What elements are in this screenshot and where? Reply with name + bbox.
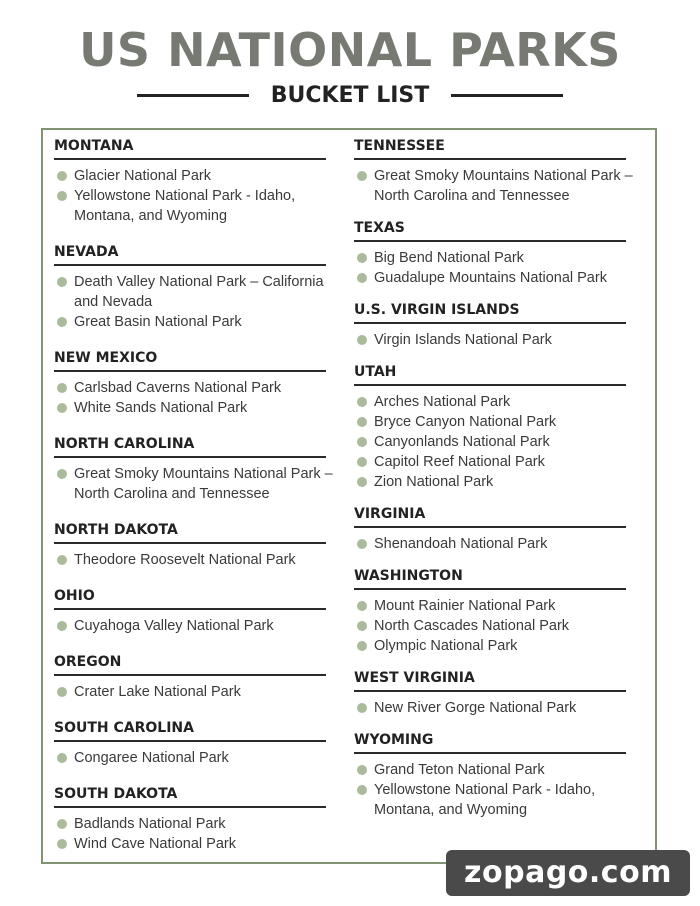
park-list-item — [54, 166, 344, 186]
park-list-item — [354, 636, 650, 656]
park-name: Great Basin National Park — [74, 314, 242, 330]
bullet-dot-icon — [357, 641, 367, 651]
state-heading: WEST VIRGINIA — [354, 670, 626, 692]
park-name: Carlsbad Caverns National Park — [74, 380, 282, 396]
subtitle-rule-left — [137, 94, 249, 97]
bullet-dot-icon — [57, 753, 67, 763]
bullet-dot-icon — [57, 839, 67, 849]
bullet-dot-icon — [357, 601, 367, 611]
state-heading: VIRGINIA — [354, 506, 626, 528]
state-section — [54, 436, 344, 504]
state-heading: NEW MEXICO — [54, 350, 326, 372]
bullet-dot-icon — [357, 273, 367, 283]
park-list-item — [354, 268, 650, 288]
park-name: Guadalupe Mountains National Park — [374, 270, 607, 286]
state-heading: WASHINGTON — [354, 568, 626, 590]
park-list-item — [54, 272, 344, 312]
park-name: Big Bend National Park — [374, 250, 524, 266]
state-section — [354, 568, 650, 656]
bullet-dot-icon — [357, 621, 367, 631]
park-name: Glacier National Park — [74, 168, 211, 184]
bullet-dot-icon — [57, 687, 67, 697]
bullet-dot-icon — [357, 417, 367, 427]
park-list-item — [54, 398, 344, 418]
state-heading: OREGON — [54, 654, 326, 676]
bullet-dot-icon — [357, 457, 367, 467]
state-heading: NORTH DAKOTA — [54, 522, 326, 544]
bullet-dot-icon — [357, 171, 367, 181]
park-list-item — [354, 760, 650, 780]
left-column — [54, 138, 344, 872]
state-section — [54, 244, 344, 332]
park-list-item — [354, 452, 650, 472]
bullet-dot-icon — [57, 383, 67, 393]
park-list-item — [54, 748, 344, 768]
park-list-item — [354, 616, 650, 636]
park-name: Capitol Reef National Park — [374, 454, 545, 470]
park-list-item — [354, 248, 650, 268]
park-name: Olympic National Park — [374, 638, 518, 654]
park-list-item — [54, 378, 344, 398]
park-name: Yellowstone National Park - Idaho, Montana, and Wyoming — [74, 188, 296, 224]
bullet-dot-icon — [357, 253, 367, 263]
state-heading: NEVADA — [54, 244, 326, 266]
park-name: Crater Lake National Park — [74, 684, 241, 700]
state-heading: U.S. VIRGIN ISLANDS — [354, 302, 626, 324]
state-heading: SOUTH CAROLINA — [54, 720, 326, 742]
park-list-item — [54, 682, 344, 702]
state-heading: WYOMING — [354, 732, 626, 754]
state-section — [54, 720, 344, 768]
park-list-item — [54, 312, 344, 332]
park-list-item — [354, 698, 650, 718]
right-column — [354, 138, 650, 834]
park-name: White Sands National Park — [74, 400, 248, 416]
bullet-dot-icon — [357, 765, 367, 775]
park-name: Great Smoky Mountains National Park – North Carolina and Tennessee — [374, 168, 633, 204]
bullet-dot-icon — [57, 317, 67, 327]
park-name: Great Smoky Mountains National Park – North Carolina and Tennessee — [74, 466, 333, 502]
state-section — [54, 522, 344, 570]
park-name: Congaree National Park — [74, 750, 229, 766]
watermark: zopago.com — [446, 850, 690, 896]
park-list-item — [354, 166, 650, 206]
park-name: Canyonlands National Park — [374, 434, 550, 450]
bullet-dot-icon — [357, 703, 367, 713]
park-name: Zion National Park — [374, 474, 494, 490]
bullet-dot-icon — [57, 819, 67, 829]
park-name: North Cascades National Park — [374, 618, 570, 634]
bullet-dot-icon — [357, 477, 367, 487]
state-section — [354, 506, 650, 554]
subtitle-rule-right — [451, 94, 563, 97]
page-title: US NATIONAL PARKS — [79, 23, 621, 77]
park-list-item — [354, 412, 650, 432]
park-list-item — [354, 330, 650, 350]
bullet-dot-icon — [357, 335, 367, 345]
bullet-dot-icon — [357, 397, 367, 407]
park-list-item — [54, 464, 344, 504]
state-heading: NORTH CAROLINA — [54, 436, 326, 458]
park-name: Yellowstone National Park - Idaho, Montana, and Wyoming — [374, 782, 596, 818]
park-list-item — [54, 186, 344, 226]
park-name: Virgin Islands National Park — [374, 332, 552, 348]
state-heading: OHIO — [54, 588, 326, 610]
state-section — [354, 138, 650, 206]
park-name: Mount Rainier National Park — [374, 598, 556, 614]
park-name: Bryce Canyon National Park — [374, 414, 557, 430]
bullet-dot-icon — [57, 277, 67, 287]
bullet-dot-icon — [57, 555, 67, 565]
park-list-item — [354, 392, 650, 412]
park-list-item — [354, 596, 650, 616]
state-heading: TEXAS — [354, 220, 626, 242]
bullet-dot-icon — [357, 437, 367, 447]
state-section — [54, 350, 344, 418]
park-name: Arches National Park — [374, 394, 511, 410]
park-name: Grand Teton National Park — [374, 762, 545, 778]
bullet-dot-icon — [57, 171, 67, 181]
bullet-dot-icon — [57, 621, 67, 631]
park-list-item — [54, 814, 344, 834]
state-section — [354, 732, 650, 820]
state-section — [354, 670, 650, 718]
park-name: Theodore Roosevelt National Park — [74, 552, 296, 568]
park-name: Cuyahoga Valley National Park — [74, 618, 274, 634]
bullet-dot-icon — [57, 191, 67, 201]
state-heading: SOUTH DAKOTA — [54, 786, 326, 808]
subtitle-row — [0, 80, 700, 110]
state-section — [354, 364, 650, 492]
state-heading: UTAH — [354, 364, 626, 386]
park-list-item — [54, 834, 344, 854]
state-section — [54, 786, 344, 854]
state-section — [54, 588, 344, 636]
park-list-item — [354, 432, 650, 452]
park-name: New River Gorge National Park — [374, 700, 577, 716]
bullet-dot-icon — [357, 539, 367, 549]
park-list-item — [54, 550, 344, 570]
bullet-dot-icon — [357, 785, 367, 795]
state-section — [354, 302, 650, 350]
park-name: Shenandoah National Park — [374, 536, 548, 552]
park-name: Badlands National Park — [74, 816, 226, 832]
park-list-item — [354, 780, 650, 820]
state-heading: MONTANA — [54, 138, 326, 160]
park-list-item — [354, 534, 650, 554]
state-section — [54, 138, 344, 226]
park-list-item — [54, 616, 344, 636]
state-section — [54, 654, 344, 702]
bullet-dot-icon — [57, 469, 67, 479]
state-section — [354, 220, 650, 288]
park-name: Death Valley National Park – California and Nevada — [74, 274, 324, 310]
park-list-item — [354, 472, 650, 492]
park-name: Wind Cave National Park — [74, 836, 236, 852]
state-heading: TENNESSEE — [354, 138, 626, 160]
bullet-dot-icon — [57, 403, 67, 413]
page-subtitle: BUCKET LIST — [270, 82, 430, 108]
